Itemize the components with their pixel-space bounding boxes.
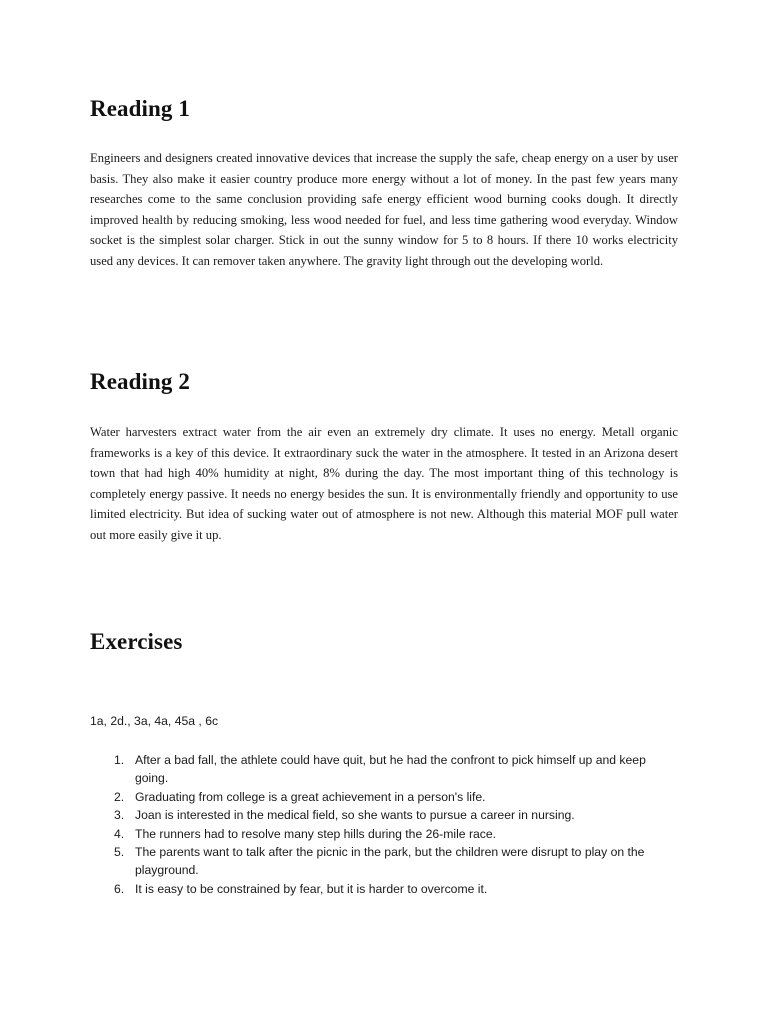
answer-key: 1a, 2d., 3a, 4a, 45a , 6c	[90, 714, 219, 728]
exercise-item	[90, 880, 678, 898]
exercise-item	[90, 751, 678, 788]
exercise-list	[90, 751, 678, 898]
exercise-number: 6.	[114, 881, 125, 896]
exercise-number: 2.	[114, 789, 125, 804]
exercise-text: The parents want to talk after the picnic in the park, but the children were disrupt to play on the playground.	[135, 845, 645, 878]
exercise-number: 1.	[114, 753, 125, 767]
exercise-number: 3.	[114, 808, 125, 823]
reading-2-heading: Reading 2	[90, 369, 190, 394]
exercise-text: Joan is interested in the medical field, so she wants to pursue a career in nursing.	[135, 808, 575, 823]
exercise-text: Graduating from college is a great achievement in a person's life.	[135, 789, 486, 804]
exercise-number: 5.	[114, 845, 125, 860]
exercises-heading: Exercises	[90, 629, 183, 654]
exercise-item	[90, 825, 678, 843]
exercise-item	[90, 788, 678, 806]
reading-1-heading: Reading 1	[90, 96, 190, 121]
reading-2-paragraph: Water harvesters extract water from the air even an extremely dry climate. It uses no energy. Metall organic frameworks is a key of this device. It extraordinary suck the water in the atmosphere. It tested in an Arizona desert town that had high 40% humidity at night, 8% during the day. The most important thing of this technology is completely energy passive. It needs no energy besides the sun. It is environmentally friendly and opportunity to use limited electricity. But idea of sucking water out of atmosphere is not new. Although this material MOF pull water out more easily give it up.	[90, 425, 678, 542]
exercise-text: It is easy to be constrained by fear, but it is harder to overcome it.	[135, 881, 488, 896]
exercise-text: After a bad fall, the athlete could have quit, but he had the confront to pick himself up and keep going.	[135, 753, 646, 786]
exercise-item	[90, 843, 678, 880]
reading-1-paragraph: Engineers and designers created innovative devices that increase the supply the safe, cheap energy on a user by user basis. They also make it easier country produce more energy without a lot of money. In the past few years many researches come to the same conclusion providing safe energy efficient wood burning cooks dough. It directly improved health by reducing smoking, less wood needed for fuel, and less time gathering wood everyday. Window socket is the simplest solar charger. Stick in out the sunny window for 5 to 8 hours. If there 10 works electricity used any devices. It can remover taken anywhere. The gravity light through out the developing world.	[90, 151, 678, 268]
exercise-item	[90, 806, 678, 824]
exercise-number: 4.	[114, 826, 125, 841]
exercise-text: The runners had to resolve many step hills during the 26-mile race.	[135, 826, 497, 841]
